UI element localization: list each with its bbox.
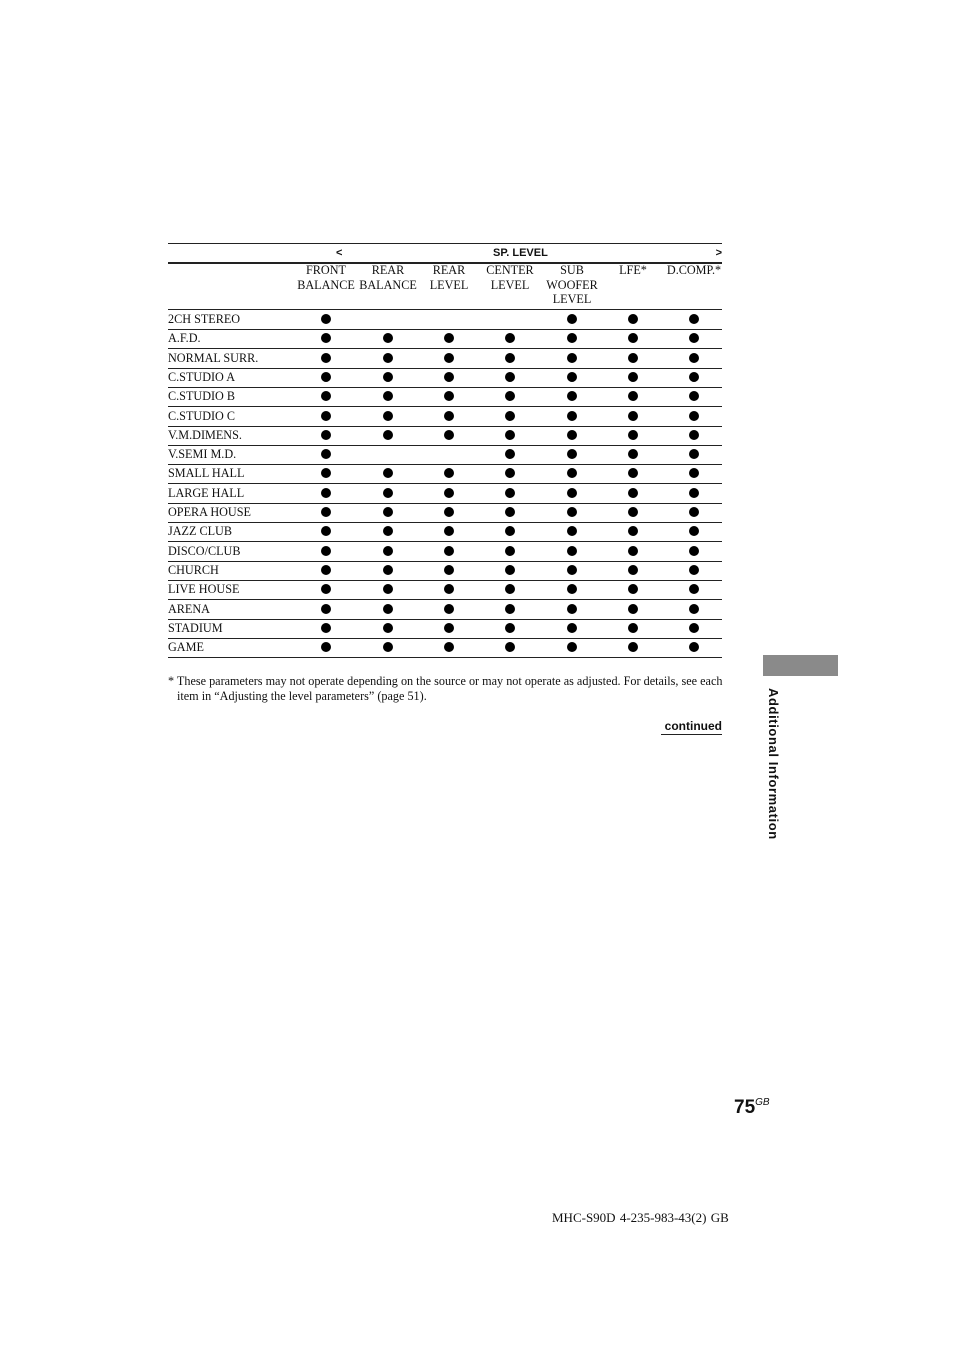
supported-mark-icon <box>383 546 393 556</box>
supported-mark-icon <box>444 623 454 633</box>
supported-mark-icon <box>505 449 515 459</box>
page-number <box>734 1097 770 1119</box>
table-row <box>168 600 722 620</box>
section-tab-marker <box>763 655 838 676</box>
row-label: ARENA <box>168 601 210 616</box>
supported-mark-icon <box>444 391 454 401</box>
supported-mark-icon <box>689 314 699 324</box>
supported-mark-icon <box>628 507 638 517</box>
supported-mark-icon <box>628 468 638 478</box>
supported-mark-icon <box>567 353 577 363</box>
table-row <box>168 503 722 523</box>
footnote <box>168 674 728 703</box>
table-row <box>168 619 722 639</box>
table-row <box>168 387 722 407</box>
supported-mark-icon <box>567 333 577 343</box>
supported-mark-icon <box>689 642 699 652</box>
supported-mark-icon <box>689 488 699 498</box>
supported-mark-icon <box>567 372 577 382</box>
supported-mark-icon <box>689 468 699 478</box>
table-row <box>168 638 722 658</box>
column-header-line: FRONT <box>306 263 346 277</box>
column-header-line: BALANCE <box>359 277 417 292</box>
supported-mark-icon <box>628 642 638 652</box>
supported-mark-icon <box>444 507 454 517</box>
row-label: NORMAL SURR. <box>168 350 259 365</box>
supported-mark-icon <box>505 604 515 614</box>
group-left-arrow: < <box>336 247 343 259</box>
supported-mark-icon <box>628 623 638 633</box>
supported-mark-icon <box>567 314 577 324</box>
table-row <box>168 368 722 388</box>
supported-mark-icon <box>383 642 393 652</box>
supported-mark-icon <box>321 526 331 536</box>
supported-mark-icon <box>444 526 454 536</box>
supported-mark-icon <box>689 372 699 382</box>
column-header <box>295 263 357 292</box>
supported-mark-icon <box>628 584 638 594</box>
table-row <box>168 522 722 542</box>
supported-mark-icon <box>444 546 454 556</box>
supported-mark-icon <box>321 430 331 440</box>
supported-mark-icon <box>628 526 638 536</box>
supported-mark-icon <box>444 353 454 363</box>
supported-mark-icon <box>444 372 454 382</box>
supported-mark-icon <box>689 623 699 633</box>
column-header-line: WOOFER <box>546 277 598 292</box>
section-tab-label: Additional Information <box>766 688 781 840</box>
supported-mark-icon <box>689 604 699 614</box>
column-header-line: CENTER <box>486 263 534 277</box>
supported-mark-icon <box>505 391 515 401</box>
footnote-line-2: item in “Adjusting the level parameters” (page 51). <box>177 688 427 703</box>
table-row <box>168 561 722 581</box>
supported-mark-icon <box>505 623 515 633</box>
supported-mark-icon <box>444 604 454 614</box>
supported-mark-icon <box>444 411 454 421</box>
supported-mark-icon <box>505 488 515 498</box>
supported-mark-icon <box>689 546 699 556</box>
supported-mark-icon <box>444 642 454 652</box>
row-label: C.STUDIO A <box>168 369 236 384</box>
supported-mark-icon <box>444 333 454 343</box>
supported-mark-icon <box>628 604 638 614</box>
supported-mark-icon <box>383 391 393 401</box>
column-header-line: REAR <box>432 263 466 277</box>
supported-mark-icon <box>567 526 577 536</box>
supported-mark-icon <box>321 449 331 459</box>
supported-mark-icon <box>567 449 577 459</box>
supported-mark-icon <box>383 604 393 614</box>
row-label: C.STUDIO B <box>168 389 236 404</box>
supported-mark-icon <box>689 526 699 536</box>
supported-mark-icon <box>321 584 331 594</box>
row-label: LIVE HOUSE <box>168 582 240 597</box>
supported-mark-icon <box>628 430 638 440</box>
supported-mark-icon <box>383 468 393 478</box>
supported-mark-icon <box>567 507 577 517</box>
supported-mark-icon <box>689 584 699 594</box>
supported-mark-icon <box>567 584 577 594</box>
supported-mark-icon <box>628 565 638 575</box>
table-row <box>168 542 722 562</box>
row-label: SMALL HALL <box>168 466 245 481</box>
supported-mark-icon <box>628 314 638 324</box>
supported-mark-icon <box>321 372 331 382</box>
column-header-line: LEVEL <box>490 277 530 292</box>
supported-mark-icon <box>505 468 515 478</box>
table-row <box>168 484 722 504</box>
supported-mark-icon <box>383 565 393 575</box>
supported-mark-icon <box>628 449 638 459</box>
row-label: OPERA HOUSE <box>168 505 251 519</box>
supported-mark-icon <box>444 565 454 575</box>
supported-mark-icon <box>383 488 393 498</box>
column-header <box>602 263 664 278</box>
supported-mark-icon <box>321 642 331 652</box>
supported-mark-icon <box>383 623 393 633</box>
column-header <box>357 263 419 292</box>
supported-mark-icon <box>321 314 331 324</box>
supported-mark-icon <box>567 391 577 401</box>
column-header <box>541 263 603 307</box>
supported-mark-icon <box>505 565 515 575</box>
supported-mark-icon <box>567 430 577 440</box>
supported-mark-icon <box>689 565 699 575</box>
row-label: GAME <box>168 640 204 655</box>
supported-mark-icon <box>321 507 331 517</box>
column-header <box>418 263 480 292</box>
supported-mark-icon <box>628 372 638 382</box>
row-label: 2CH STEREO <box>168 312 241 326</box>
supported-mark-icon <box>383 584 393 594</box>
supported-mark-icon <box>321 391 331 401</box>
supported-mark-icon <box>628 546 638 556</box>
row-label: STADIUM <box>168 620 223 635</box>
column-header-line: REAR <box>371 263 405 277</box>
supported-mark-icon <box>321 546 331 556</box>
supported-mark-icon <box>505 584 515 594</box>
supported-mark-icon <box>321 623 331 633</box>
table-row <box>168 310 722 330</box>
continued-label: continued <box>661 719 722 735</box>
supported-mark-icon <box>505 430 515 440</box>
row-label: C.STUDIO C <box>168 408 236 423</box>
supported-mark-icon <box>628 333 638 343</box>
supported-mark-icon <box>628 488 638 498</box>
row-label: CHURCH <box>168 562 219 577</box>
table-row <box>168 349 722 369</box>
row-label: JAZZ CLUB <box>168 524 232 539</box>
supported-mark-icon <box>505 526 515 536</box>
supported-mark-icon <box>321 604 331 614</box>
group-title: SP. LEVEL <box>493 247 548 259</box>
supported-mark-icon <box>321 411 331 421</box>
supported-mark-icon <box>505 353 515 363</box>
page-number-value: 75 <box>734 1097 756 1118</box>
table-row <box>168 329 722 349</box>
supported-mark-icon <box>689 430 699 440</box>
supported-mark-icon <box>567 565 577 575</box>
supported-mark-icon <box>689 353 699 363</box>
supported-mark-icon <box>505 507 515 517</box>
supported-mark-icon <box>505 411 515 421</box>
supported-mark-icon <box>505 546 515 556</box>
column-header-line: BALANCE <box>297 277 355 292</box>
table-row <box>168 445 722 465</box>
supported-mark-icon <box>628 391 638 401</box>
supported-mark-icon <box>689 411 699 421</box>
table-row <box>168 464 722 484</box>
supported-mark-icon <box>567 546 577 556</box>
sp-level-group-header <box>168 243 722 264</box>
supported-mark-icon <box>567 488 577 498</box>
supported-mark-icon <box>444 584 454 594</box>
supported-mark-icon <box>321 565 331 575</box>
supported-mark-icon <box>628 353 638 363</box>
supported-mark-icon <box>567 642 577 652</box>
table-row <box>168 580 722 600</box>
row-label: A.F.D. <box>168 331 201 346</box>
supported-mark-icon <box>383 507 393 517</box>
row-label: LARGE HALL <box>168 485 245 500</box>
supported-mark-icon <box>689 391 699 401</box>
column-header-line: LFE* <box>619 263 647 277</box>
row-label: V.M.DIMENS. <box>168 427 242 442</box>
supported-mark-icon <box>567 604 577 614</box>
footnote-line-1: * These parameters may not operate depending on the source or may not operate as adjusted. For details, see each <box>168 674 723 688</box>
group-right-arrow: > <box>715 247 722 259</box>
supported-mark-icon <box>321 353 331 363</box>
supported-mark-icon <box>567 411 577 421</box>
supported-mark-icon <box>689 507 699 517</box>
supported-mark-icon <box>505 333 515 343</box>
column-header-line: D.COMP.* <box>666 263 722 277</box>
footer-model-code: MHC-S90D 4-235-983-43(2) GB <box>552 1210 729 1225</box>
table-row <box>168 426 722 446</box>
supported-mark-icon <box>444 488 454 498</box>
page-number-suffix: GB <box>755 1097 770 1108</box>
row-label: V.SEMI M.D. <box>168 447 237 462</box>
column-header-line: LEVEL <box>552 292 592 306</box>
supported-mark-icon <box>321 333 331 343</box>
supported-mark-icon <box>628 411 638 421</box>
supported-mark-icon <box>444 430 454 440</box>
supported-mark-icon <box>505 372 515 382</box>
supported-mark-icon <box>383 372 393 382</box>
supported-mark-icon <box>689 333 699 343</box>
column-header <box>663 263 725 278</box>
supported-mark-icon <box>383 411 393 421</box>
table-row <box>168 407 722 427</box>
supported-mark-icon <box>505 642 515 652</box>
supported-mark-icon <box>689 449 699 459</box>
supported-mark-icon <box>383 526 393 536</box>
supported-mark-icon <box>321 488 331 498</box>
column-header <box>479 263 541 292</box>
column-header-line: LEVEL <box>429 277 469 292</box>
supported-mark-icon <box>321 468 331 478</box>
column-header-line: SUB <box>560 263 584 277</box>
supported-mark-icon <box>444 468 454 478</box>
supported-mark-icon <box>383 430 393 440</box>
row-label: DISCO/CLUB <box>168 543 241 558</box>
supported-mark-icon <box>383 333 393 343</box>
supported-mark-icon <box>567 623 577 633</box>
supported-mark-icon <box>567 468 577 478</box>
supported-mark-icon <box>383 353 393 363</box>
